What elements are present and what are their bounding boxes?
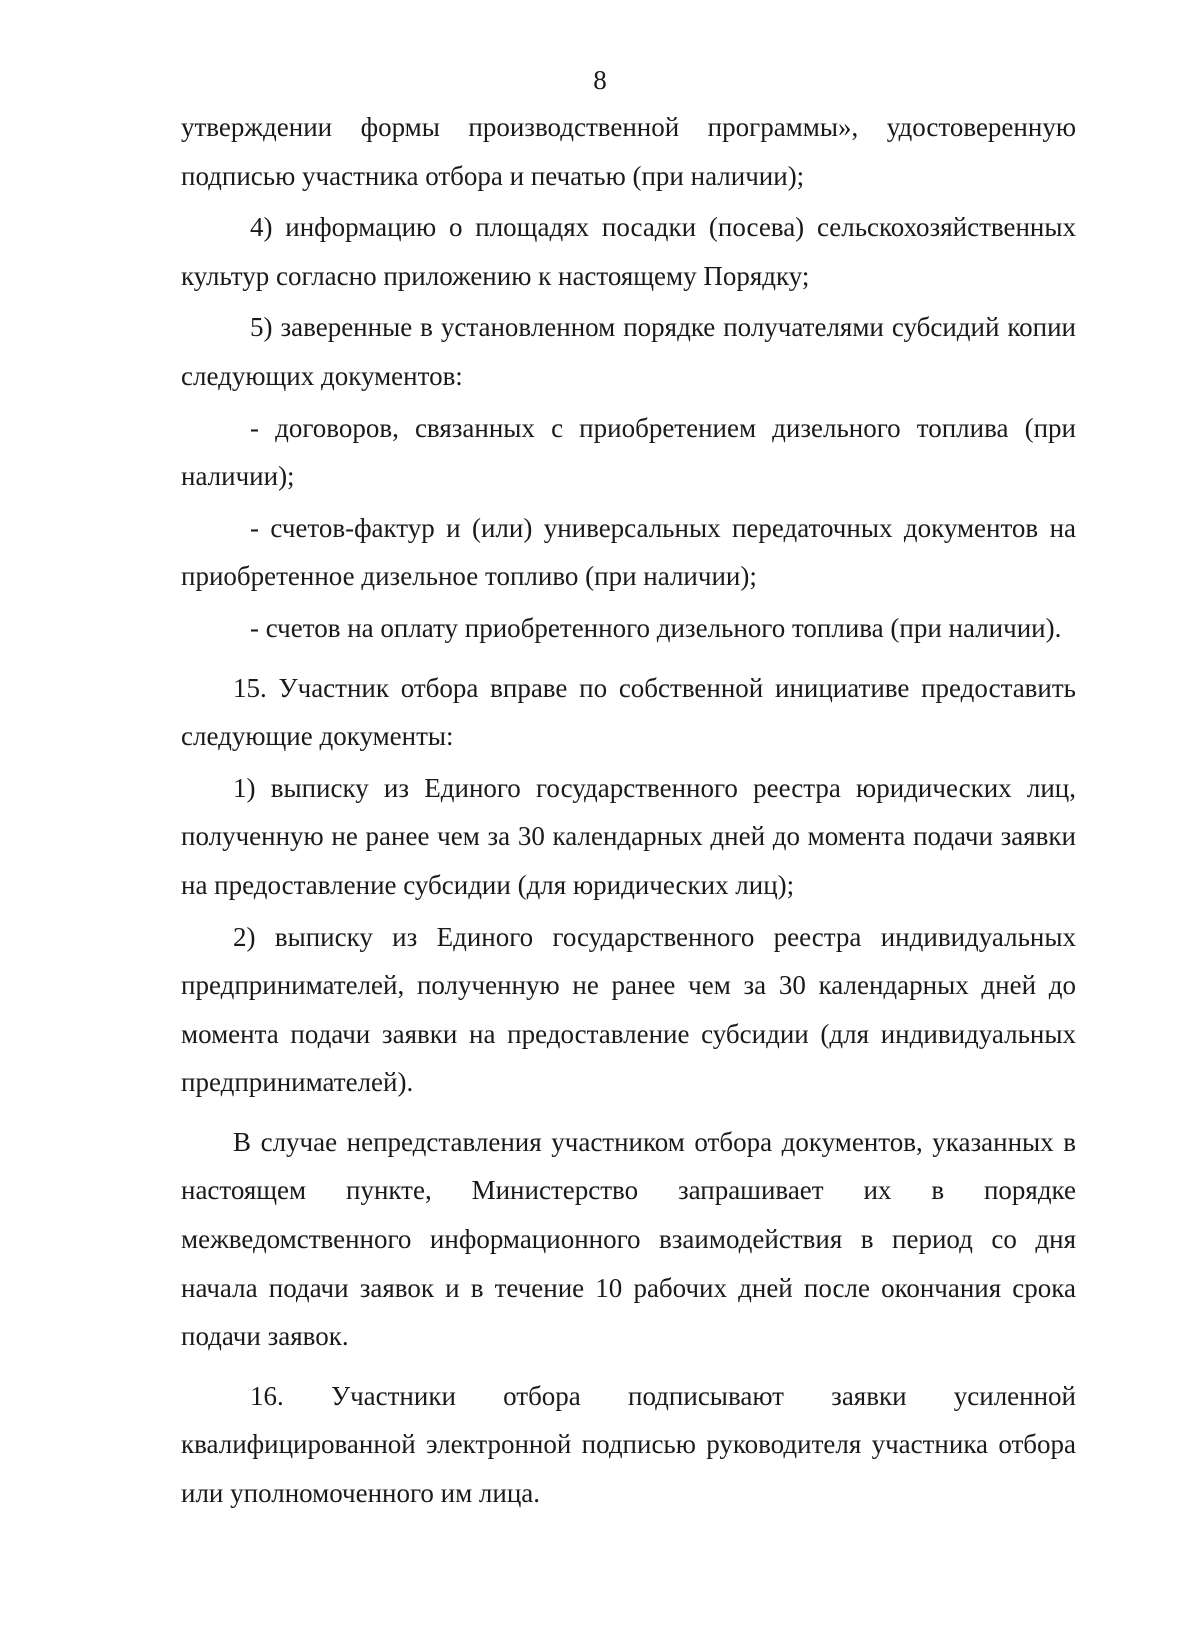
paragraph-clause-15: 15. Участник отбора вправе по собственной инициативе предоставить следующие документы: [181,672,1076,752]
paragraph-extract-legal-entities: 1) выписку из Единого государственного реестра юридических лиц, полученную не ранее чем за 30 календарных дней до момента подачи заявки на предоставление субсидии (для юридических лиц); [181,772,1076,900]
paragraph-clause-16: 16. Участники отбора подписывают заявки усиленной квалифицированной электронной подписью руководителя участника отбора или уполномоченного им лица. [181,1380,1076,1509]
paragraph-item-4: 4) информацию о площадях посадки (посева) сельскохозяйственных культур согласно приложению к настоящему Порядку; [181,212,1076,291]
paragraph-extract-entrepreneurs: 2) выписку из Единого государственного реестра индивидуальных предпринимателей, полученную не ранее чем за 30 календарных дней до момента подачи заявки на предоставление субсидии (для индивидуальных предпринимателей). [181,921,1076,1098]
paragraph-program-form: утверждении формы производственной программы», удостоверенную подписью участника отбора и печатью (при наличии); [181,112,1076,191]
paragraph-item-5: 5) заверенные в установленном порядке получателями субсидий копии следующих документов: [181,312,1076,391]
paragraph-bills: - счетов на оплату приобретенного дизельного топлива (при наличии). [250,612,1062,643]
document-body [181,103,1076,1518]
paragraph-invoices: - счетов-фактур и (или) универсальных передаточных документов на приобретенное дизельное топливо (при наличии); [181,512,1076,592]
paragraph-interagency-request: В случае непредставления участником отбора документов, указанных в настоящем пункте, Министерство запрашивает их в порядке межведомственного информационного взаимодействия в период со дня начала подачи заявок и в течение 10 рабочих дней после окончания срока подачи заявок. [181,1126,1076,1352]
page-number: 8 [593,65,607,95]
paragraph-contracts: - договоров, связанных с приобретением дизельного топлива (при наличии); [181,412,1076,492]
